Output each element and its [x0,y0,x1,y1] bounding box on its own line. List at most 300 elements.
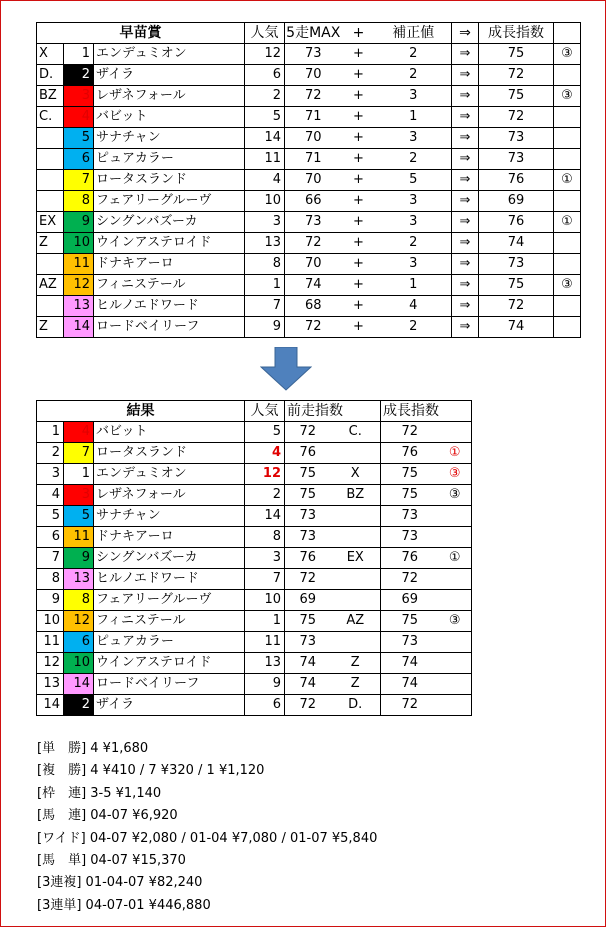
gate-number: 11 [64,254,94,275]
finish-position: 5 [37,506,64,527]
rank-mark: ① [554,212,581,233]
horse-name: レザネフォール [94,485,245,506]
horse-name: バビット [94,422,245,443]
growth-value: 72 [479,296,554,317]
entry-row [37,44,581,65]
growth-value: 75 [479,275,554,296]
popularity: 11 [245,632,285,653]
entries-table [36,22,581,338]
finish-position: 3 [37,464,64,485]
gate-number: 9 [64,548,94,569]
entry-mark: C. [331,422,381,443]
growth-value: 72 [479,107,554,128]
rank-mark [439,527,472,548]
result-row [37,464,472,485]
adjust-value: 3 [376,191,452,212]
result-row [37,653,472,674]
growth-value: 73 [381,506,439,527]
rank-mark [554,191,581,212]
adjust-value: 1 [376,107,452,128]
growth-value: 73 [479,128,554,149]
max5-value: 70 [285,128,342,149]
header-max5: 5走MAX [285,23,342,44]
rank-mark [439,590,472,611]
horse-name: ウインアステロイド [94,233,245,254]
entries-body [37,44,581,338]
entry-row [37,170,581,191]
arrow-sign: ⇒ [452,233,479,254]
payout-line: [単 勝] 4 ¥1,680 [37,741,149,756]
horse-name: バビット [94,107,245,128]
popularity: 14 [245,128,285,149]
prev-index: 73 [285,632,331,653]
horse-name: ピュアカラー [94,632,245,653]
rank-mark: ③ [439,611,472,632]
finish-position: 13 [37,674,64,695]
rank-mark [439,674,472,695]
entry-row [37,296,581,317]
popularity: 2 [245,86,285,107]
entry-row [37,86,581,107]
gate-number: 12 [64,275,94,296]
rank-mark [554,254,581,275]
popularity: 1 [245,611,285,632]
results-table [36,400,472,716]
rank-mark [439,506,472,527]
gate-number: 14 [64,674,94,695]
entry-row [37,149,581,170]
entry-mark [37,149,64,170]
horse-name: エンデュミオン [94,44,245,65]
prev-index: 72 [285,695,331,716]
gate-number: 4 [64,107,94,128]
entry-mark: Z [331,653,381,674]
horse-name: ヒルノエドワード [94,569,245,590]
rank-mark [554,233,581,254]
result-row [37,506,472,527]
growth-value: 76 [479,212,554,233]
arrow-sign: ⇒ [452,149,479,170]
header-popularity: 人気 [245,23,285,44]
entry-mark [331,443,381,464]
entry-row [37,65,581,86]
entry-mark: BZ [37,86,64,107]
entry-row [37,275,581,296]
rank-mark [439,569,472,590]
entry-mark [37,170,64,191]
gate-number: 7 [64,443,94,464]
entry-mark [331,632,381,653]
plus-sign: + [342,170,376,191]
adjust-value: 2 [376,317,452,338]
max5-value: 72 [285,233,342,254]
growth-value: 72 [381,569,439,590]
adjust-value: 3 [376,86,452,107]
entry-mark: EX [37,212,64,233]
growth-value: 69 [479,191,554,212]
horse-name: シングンバズーカ [94,212,245,233]
popularity: 6 [245,65,285,86]
popularity: 2 [245,485,285,506]
rank-mark: ③ [439,485,472,506]
finish-position: 2 [37,443,64,464]
finish-position: 14 [37,695,64,716]
results-body [37,422,472,716]
finish-position: 4 [37,485,64,506]
plus-sign: + [342,254,376,275]
results-header-row [37,401,472,422]
result-row [37,632,472,653]
horse-name: ドナキアーロ [94,527,245,548]
header-prev-index: 前走指数 [285,401,381,422]
popularity: 10 [245,191,285,212]
popularity: 14 [245,506,285,527]
horse-name: ロータスランド [94,170,245,191]
horse-name: ロータスランド [94,443,245,464]
gate-number: 6 [64,149,94,170]
gate-number: 3 [64,86,94,107]
down-arrow-icon [260,347,312,391]
popularity: 6 [245,695,285,716]
rank-mark: ① [439,548,472,569]
max5-value: 70 [285,254,342,275]
max5-value: 71 [285,149,342,170]
gate-number: 7 [64,170,94,191]
plus-sign: + [342,317,376,338]
prev-index: 76 [285,548,331,569]
growth-value: 74 [381,674,439,695]
gate-number: 8 [64,590,94,611]
popularity: 4 [245,443,285,464]
max5-value: 70 [285,170,342,191]
entry-mark: AZ [331,611,381,632]
prev-index: 72 [285,422,331,443]
header-adjust: 補正値 [376,23,452,44]
plus-sign: + [342,149,376,170]
entry-mark: Z [37,233,64,254]
horse-name: サナチャン [94,128,245,149]
adjust-value: 2 [376,44,452,65]
adjust-value: 5 [376,170,452,191]
gate-number: 9 [64,212,94,233]
growth-value: 74 [479,317,554,338]
max5-value: 66 [285,191,342,212]
growth-value: 76 [479,170,554,191]
popularity: 12 [245,464,285,485]
entry-mark [331,506,381,527]
prev-index: 75 [285,464,331,485]
plus-sign: + [342,128,376,149]
payout-line: [ワイド] 04-07 ¥2,080 / 01-04 ¥7,080 / 01-07 ¥5,840 [37,830,378,846]
prev-index: 73 [285,506,331,527]
gate-number: 6 [64,632,94,653]
popularity: 13 [245,233,285,254]
gate-number: 13 [64,296,94,317]
entry-mark: D. [37,65,64,86]
prev-index: 74 [285,653,331,674]
rank-mark: ① [554,170,581,191]
entries-title: 早苗賞 [37,23,245,44]
plus-sign: + [342,296,376,317]
entry-mark: Z [37,317,64,338]
growth-value: 73 [479,149,554,170]
entry-mark: X [331,464,381,485]
popularity: 7 [245,296,285,317]
horse-name: ヒルノエドワード [94,296,245,317]
payout-line: [3連単] 04-07-01 ¥446,880 [37,897,211,913]
max5-value: 72 [285,86,342,107]
rank-mark: ③ [554,86,581,107]
header-growth: 成長指数 [479,23,554,44]
max5-value: 73 [285,212,342,233]
payout-line: [3連複] 01-04-07 ¥82,240 [37,875,203,891]
max5-value: 72 [285,317,342,338]
rank-mark [554,128,581,149]
entry-row [37,233,581,254]
horse-name: レザネフォール [94,86,245,107]
header-arrow: ⇒ [452,23,479,44]
rank-mark: ③ [554,44,581,65]
entry-mark: C. [37,107,64,128]
entry-row [37,128,581,149]
header-growth: 成長指数 [381,401,472,422]
arrow-sign: ⇒ [452,86,479,107]
popularity: 9 [245,674,285,695]
growth-value: 72 [381,695,439,716]
popularity: 8 [245,254,285,275]
rank-mark [554,107,581,128]
adjust-value: 2 [376,149,452,170]
growth-value: 73 [381,527,439,548]
arrow-sign: ⇒ [452,275,479,296]
rank-mark [554,65,581,86]
arrow-sign: ⇒ [452,128,479,149]
horse-name: サナチャン [94,506,245,527]
horse-name: ピュアカラー [94,149,245,170]
gate-number: 2 [64,65,94,86]
header-popularity: 人気 [245,401,285,422]
header-rank [554,23,581,44]
finish-position: 11 [37,632,64,653]
rank-mark [439,422,472,443]
rank-mark: ① [439,443,472,464]
rank-mark: ③ [554,275,581,296]
gate-number: 5 [64,506,94,527]
results-title: 結果 [37,401,245,422]
growth-value: 75 [381,464,439,485]
max5-value: 74 [285,275,342,296]
entry-mark [37,128,64,149]
horse-name: ウインアステロイド [94,653,245,674]
prev-index: 75 [285,611,331,632]
horse-name: ロードベイリーフ [94,674,245,695]
plus-sign: + [342,86,376,107]
arrow-sign: ⇒ [452,65,479,86]
horse-name: ロードベイリーフ [94,317,245,338]
entry-mark [37,191,64,212]
entry-row [37,254,581,275]
payout-list [37,738,377,917]
horse-name: シングンバズーカ [94,548,245,569]
rank-mark [554,296,581,317]
growth-value: 75 [381,611,439,632]
horse-name: ザイラ [94,695,245,716]
entry-row [37,212,581,233]
prev-index: 69 [285,590,331,611]
entry-mark: Z [331,674,381,695]
popularity: 1 [245,275,285,296]
growth-value: 75 [479,44,554,65]
rank-mark: ③ [439,464,472,485]
growth-value: 74 [479,233,554,254]
adjust-value: 4 [376,296,452,317]
gate-number: 2 [64,695,94,716]
plus-sign: + [342,191,376,212]
result-row [37,443,472,464]
gate-number: 12 [64,611,94,632]
gate-number: 10 [64,653,94,674]
horse-name: ドナキアーロ [94,254,245,275]
popularity: 13 [245,653,285,674]
result-row [37,695,472,716]
popularity: 11 [245,149,285,170]
arrow-sign: ⇒ [452,107,479,128]
max5-value: 70 [285,65,342,86]
arrow-sign: ⇒ [452,191,479,212]
adjust-value: 1 [376,275,452,296]
growth-value: 73 [479,254,554,275]
growth-value: 75 [479,86,554,107]
entry-mark [37,296,64,317]
entry-mark: D. [331,695,381,716]
arrow-sign: ⇒ [452,170,479,191]
finish-position: 7 [37,548,64,569]
arrow-sign: ⇒ [452,254,479,275]
growth-value: 72 [381,422,439,443]
growth-value: 75 [381,485,439,506]
entry-row [37,191,581,212]
popularity: 10 [245,590,285,611]
max5-value: 73 [285,44,342,65]
prev-index: 72 [285,569,331,590]
popularity: 3 [245,212,285,233]
header-plus: + [342,23,376,44]
prev-index: 73 [285,527,331,548]
gate-number: 10 [64,233,94,254]
adjust-value: 3 [376,212,452,233]
payout-line: [複 勝] 4 ¥410 / 7 ¥320 / 1 ¥1,120 [37,763,265,779]
gate-number: 8 [64,191,94,212]
adjust-value: 2 [376,233,452,254]
plus-sign: + [342,65,376,86]
gate-number: 3 [64,485,94,506]
finish-position: 10 [37,611,64,632]
finish-position: 9 [37,590,64,611]
popularity: 3 [245,548,285,569]
entry-mark [37,254,64,275]
adjust-value: 3 [376,254,452,275]
entry-mark [331,590,381,611]
finish-position: 6 [37,527,64,548]
entry-mark [331,569,381,590]
horse-name: フェアリーグルーヴ [94,590,245,611]
popularity: 4 [245,170,285,191]
entry-row [37,107,581,128]
result-row [37,569,472,590]
plus-sign: + [342,275,376,296]
result-row [37,674,472,695]
result-row [37,611,472,632]
result-row [37,527,472,548]
arrow-sign: ⇒ [452,317,479,338]
growth-value: 74 [381,653,439,674]
max5-value: 68 [285,296,342,317]
growth-value: 73 [381,632,439,653]
rank-mark [554,149,581,170]
horse-name: フェアリーグルーヴ [94,191,245,212]
prev-index: 74 [285,674,331,695]
entry-row [37,317,581,338]
growth-value: 69 [381,590,439,611]
entry-mark: BZ [331,485,381,506]
arrow-sign: ⇒ [452,212,479,233]
payout-line: [枠 連] 3-5 ¥1,140 [37,785,162,801]
prev-index: 76 [285,443,331,464]
gate-number: 13 [64,569,94,590]
popularity: 7 [245,569,285,590]
plus-sign: + [342,107,376,128]
result-row [37,422,472,443]
popularity: 12 [245,44,285,65]
gate-number: 4 [64,422,94,443]
gate-number: 11 [64,527,94,548]
entry-mark: X [37,44,64,65]
popularity: 5 [245,422,285,443]
finish-position: 8 [37,569,64,590]
horse-name: エンデュミオン [94,464,245,485]
payout-line: [馬 連] 04-07 ¥6,920 [37,808,178,824]
gate-number: 1 [64,44,94,65]
gate-number: 14 [64,317,94,338]
gate-number: 1 [64,464,94,485]
horse-name: フィニステール [94,275,245,296]
plus-sign: + [342,44,376,65]
arrow-sign: ⇒ [452,44,479,65]
entry-mark: AZ [37,275,64,296]
payout-line: [馬 単] 04-07 ¥15,370 [37,853,186,869]
popularity: 5 [245,107,285,128]
growth-value: 76 [381,443,439,464]
result-row [37,485,472,506]
adjust-value: 2 [376,65,452,86]
gate-number: 5 [64,128,94,149]
horse-name: ザイラ [94,65,245,86]
finish-position: 12 [37,653,64,674]
entry-mark [331,527,381,548]
arrow-sign: ⇒ [452,296,479,317]
rank-mark [439,632,472,653]
growth-value: 76 [381,548,439,569]
adjust-value: 3 [376,128,452,149]
rank-mark [554,317,581,338]
plus-sign: + [342,212,376,233]
entries-header-row [37,23,581,44]
prev-index: 75 [285,485,331,506]
result-row [37,548,472,569]
horse-name: フィニステール [94,611,245,632]
entry-mark: EX [331,548,381,569]
plus-sign: + [342,233,376,254]
